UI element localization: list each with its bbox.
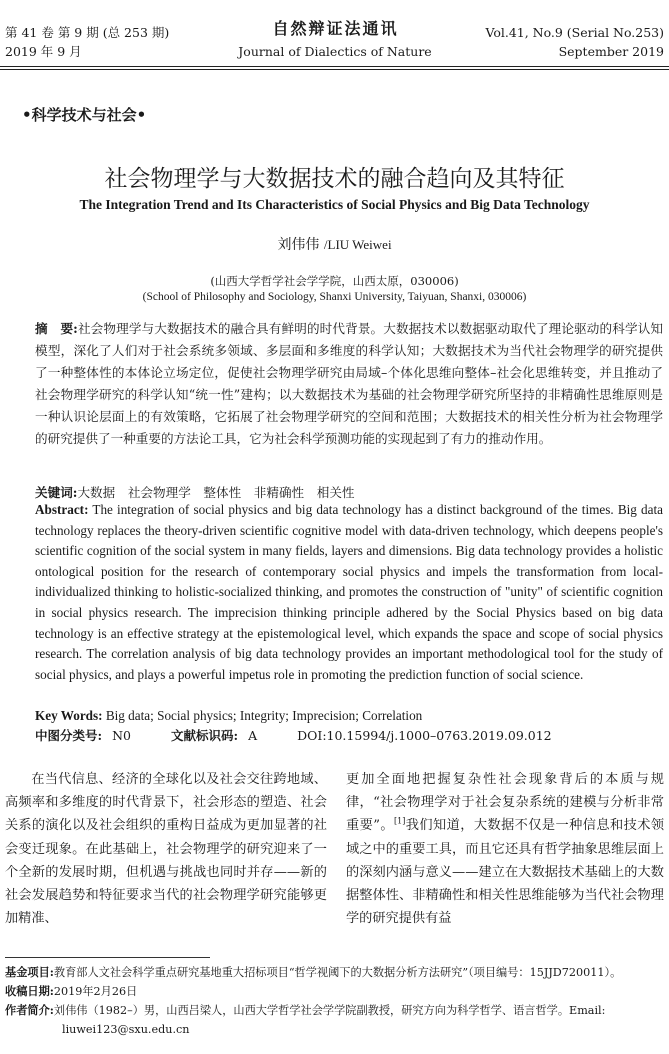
received-text: 2019年2月26日 [53,985,138,998]
abstract-zh-label: 摘 要: [35,321,78,336]
volume-info: Vol.41, No.9 (Serial No.253) [485,25,664,40]
abstract-en-text: The integration of social physics and big data technology has a distinct background of the times. Big data technology replaces the theory-driven scientific cognitive model with data-driven technology, which deepens people's scientific cognition of the social system in many fields, layers and dimensions. Big data technology provides a holistic ontological position for the research of contemporary social physics and impels the transformation from local-individualized thinking to holistic-socialized thinking, and promotes the construction of "unity" of scientific cognition in social physics research. The imprecision thinking principle adhered by the Social Physics based on big data technology is an effective strategy at the epistemological level, which expands the space and scope of social physics research. The correlation analysis of big data technology provides an important methodological tool for the study of social physics, and plays a powerful impetus role in promoting the prediction function of social science. [35,502,663,682]
issue-info: 第 41 卷 第 9 期 (总 253 期) [5,25,170,40]
header-rule [0,66,669,67]
author-email[interactable]: liuwei123@sxu.edu.cn [62,1023,190,1036]
header-rule-secondary [0,69,669,70]
author-line [0,234,669,254]
body-column-left [5,768,327,930]
footnote-fund [5,963,665,982]
affiliation-zh: (山西大学哲学社会学学院，山西太原，030006) [210,274,459,288]
journal-name-cn: 自然辩证法通讯 [272,19,399,38]
footnote-rule [5,957,210,958]
clc-label: 中图分类号: [35,728,103,743]
section-label: •科学技术与社会• [22,106,147,124]
author-bio-label: 作者简介: [5,1003,54,1017]
footnote-received [5,982,665,1001]
body-right-text-1: 更加全面地把握复杂性社会现象背后的本质与规律，“社会物理学对于社会复杂系统的建模与分析非常重要”。 [346,772,664,834]
author-name-en: /LIU Weiwei [323,237,392,252]
journal-name-en: Journal of Dialectics of Nature [238,44,432,59]
fund-text: 教育部人文社会科学重点研究基地重大招标项目“哲学视阈下的大数据分析方法研究”（项目编号：15JJD720011）。 [53,966,622,979]
footnote-author [5,1001,665,1020]
keywords-en [35,706,663,726]
affiliation-en: (School of Philosophy and Sociology, Shanxi University, Taiyuan, Shanxi, 030006) [142,291,527,303]
keywords-en-text: Big data; Social physics; Integrity; Imprecision; Correlation [105,708,423,723]
author-name-zh: 刘伟伟 [277,237,320,253]
doc-code-label: 文献标识码: [170,728,239,743]
keywords-en-label: Key Words: [35,708,103,723]
abstract-zh [35,318,663,450]
article-title-zh: 社会物理学与大数据技术的融合趋向及其特征 [104,166,565,192]
abstract-zh-text: 社会物理学与大数据技术的融合具有鲜明的时代背景。大数据技术以数据驱动取代了理论驱动的科学认知模型，深化了人们对于社会系统多领域、多层面和多维度的科学认知；大数据技术为当代社会物理学的研究提供了一种整体性的本体论立场定位，促使社会物理学研究由局域–个体化思维向整体–社会化思维转变，并且推动了社会物理学研究的科学认知“统一性”建构；以大数据技术为基础的社会物理学研究所坚持的非精确性思维原则是一种认识论层面上的有效策略，它拓展了社会物理学研究的空间和范围；大数据技术的相关性分析为社会物理学的研究提供了一种重要的方法论工具，它为社会科学预测功能的实现起到了有力的推动作用。 [35,321,664,446]
keywords-zh-label: 关键词: [35,485,78,500]
keywords-zh-text: 大数据 社会物理学 整体性 非精确性 相关性 [77,485,355,500]
issue-date: 2019 年 9 月 [5,44,82,59]
doi: DOI:10.15994/j.1000–0763.2019.09.012 [297,728,552,743]
footnote [5,963,665,1039]
author-bio-text: 刘伟伟（1982–）男，山西吕梁人，山西大学哲学社会学学院副教授，研究方向为科学哲学、语言哲学。Email: [53,1004,606,1017]
abstract-en-label: Abstract: [35,502,89,517]
clc-value: N0 [112,728,131,743]
abstract-en [35,500,663,685]
body-left-text: 在当代信息、经济的全球化以及社会交往跨地域、高频率和多维度的时代背景下，社会形态的塑造、社会关系的演化以及社会组织的重构日益成为更加显著的社会变迁现象。在此基础上，社会物理学的研究迎来了一个全新的发展时期，但机遇与挑战也同时并存——新的社会发展趋势和特征要求当代的社会物理学研究能够更加精准、 [5,772,327,927]
body-column-right [346,768,664,930]
body-right-text-2: 我们知道，大数据不仅是一种信息和技术领域之中的重要工具，而且它还具有哲学抽象思维层面上的深刻内涵与意义——建立在大数据技术基础上的大数据整体性、非精确性和相关性思维能够为当代社会物理学的研究提供有益 [346,818,665,927]
article-title-en: The Integration Trend and Its Characteristics of Social Physics and Big Data Technology [79,197,590,212]
received-label: 收稿日期: [5,984,54,998]
doc-code-value: A [248,728,258,743]
classification-line [35,726,663,746]
citation-ref: [1] [394,817,406,827]
fund-label: 基金项目: [5,965,54,979]
publication-month: September 2019 [558,44,664,59]
